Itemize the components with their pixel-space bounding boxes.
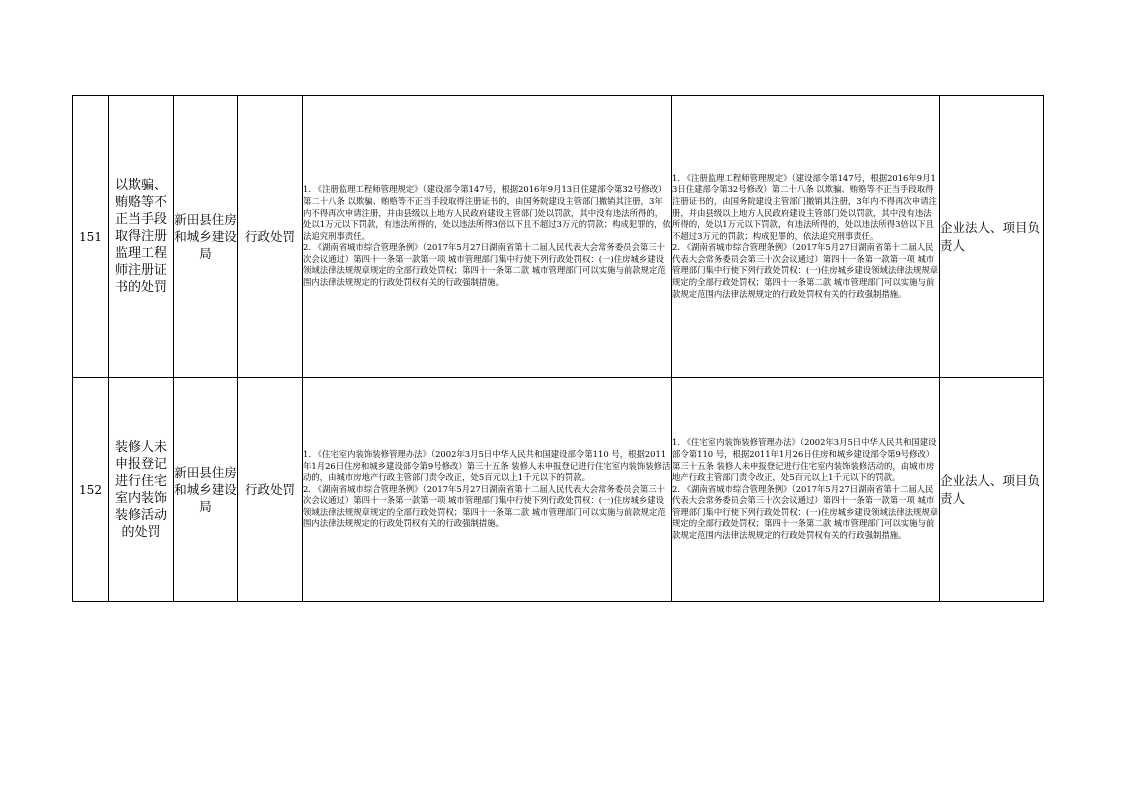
- penalty-basis: [672, 378, 940, 602]
- row-number: 151: [73, 96, 109, 378]
- legal-basis-clause: 2. 《湖南省城市综合管理条例》（2017年5月27日湖南省第十二届人民代表大会常务委员会第三十次会议通过）第四十一条第一款第一项 城市管理部门集中行使下列行政处罚权：(一)住房城乡建设领域法律法规规章规定的全部行政处罚权；第四十一条第二款 城市管理部门可以实施与前款规定范围内法律法规规定的行政处罚权有关的行政强制措施。: [303, 242, 666, 288]
- responsible-subject: 企业法人、项目负责人: [940, 96, 1044, 378]
- department: 新田县住房和城乡建设局: [174, 96, 238, 378]
- department: 新田县住房和城乡建设局: [174, 378, 238, 602]
- table-row: [73, 96, 1044, 378]
- legal-basis-clause: 2. 《湖南省城市综合管理条例》（2017年5月27日湖南省第十二届人民代表大会常务委员会第三十次会议通过）第四十一条第一款第一项 城市管理部门集中行使下列行政处罚权：(一)住房城乡建设领域法律法规规章规定的全部行政处罚权；第四十一条第二款 城市管理部门可以实施与前款规定范围内法律法规规定的行政处罚权有关的行政强制措施。: [303, 483, 666, 529]
- responsible-subject: 企业法人、项目负责人: [940, 378, 1044, 602]
- penalty-basis-clause: 2. 《湖南省城市综合管理条例》（2017年5月27日湖南省第十二届人民代表大会常务委员会第三十次会议通过）第四十一条第一款第一项 城市管理部门集中行使下列行政处罚权：(一)住房城乡建设领域法律法规规章规定的全部行政处罚权；第四十一条第二款 城市管理部门可以实施与前款规定范围内法律法规规定的行政处罚权有关的行政强制措施。: [672, 483, 939, 541]
- item-name: 以欺骗、贿赂等不正当手段取得注册监理工程师注册证书的处罚: [109, 96, 174, 378]
- power-type: 行政处罚: [238, 378, 303, 602]
- table-row: [73, 378, 1044, 602]
- legal-basis: [303, 96, 672, 378]
- penalty-basis-clause: 2. 《湖南省城市综合管理条例》（2017年5月27日湖南省第十二届人民代表大会常务委员会第三十次会议通过）第四十一条第一款第一项 城市管理部门集中行使下列行政处罚权：(一)住房城乡建设领域法律法规规章规定的全部行政处罚权；第四十一条第二款 城市管理部门可以实施与前款规定范围内法律法规规定的行政处罚权有关的行政强制措施。: [672, 242, 939, 299]
- item-name: 装修人未申报登记进行住宅室内装饰装修活动的处罚: [109, 378, 174, 602]
- penalty-basis: [672, 96, 940, 378]
- penalty-basis-clause: 1. 《住宅室内装饰装修管理办法》（2002年3月5日中华人民共和国建设部令第110 号，根据2011年1月26日住房和城乡建设部令第9号修改）第三十五条 装修人未申报登记进行住宅室内装饰装修活动的，由城市房地产行政主管部门责令改正，处5百元以上1千元以下的罚款。: [672, 437, 937, 483]
- legal-basis-clause: 1. 《住宅室内装饰装修管理办法》（2002年3月5日中华人民共和国建设部令第110 号，根据2011年1月26日住房和城乡建设部令第9号修改）第三十五条 装修人未申报登记进行住宅室内装饰装修活动的，由城市房地产行政主管部门责令改正，处5百元以上1千元以下的罚款。: [303, 448, 671, 483]
- power-list-table: [72, 95, 1044, 602]
- power-type: 行政处罚: [238, 96, 303, 378]
- legal-basis: [303, 378, 672, 602]
- row-number: 152: [73, 378, 109, 602]
- penalty-basis-clause: 1. 《注册监理工程师管理规定》（建设部令第147号，根据2016年9月13日住建部令第32号修改）第二十八条 以欺骗、贿赂等不正当手段取得注册证书的，由国务院建设主管部门撤销其注册，3年内不得再次申请注册，并由县级以上地方人民政府建设主管部门处以罚款，其中没有违法所得的，处以1万元以下罚款，有违法所得的，处以违法所得3倍以下且不超过3万元的罚款；构成犯罪的，依法追究刑事责任。: [672, 172, 937, 241]
- legal-basis-clause: 1. 《注册监理工程师管理规定》（建设部令第147号，根据2016年9月13日住建部令第32号修改）第二十八条 以欺骗、贿赂等不正当手段取得注册证书的，由国务院建设主管部门撤销其注册，3年内不得再次申请注册，并由县级以上地方人民政府建设主管部门处以罚款，其中没有违法所得的，处以1万元以下罚款，有违法所得的，处以违法所得3倍以下且不超过3万元的罚款；构成犯罪的，依法追究刑事责任。: [303, 184, 671, 241]
